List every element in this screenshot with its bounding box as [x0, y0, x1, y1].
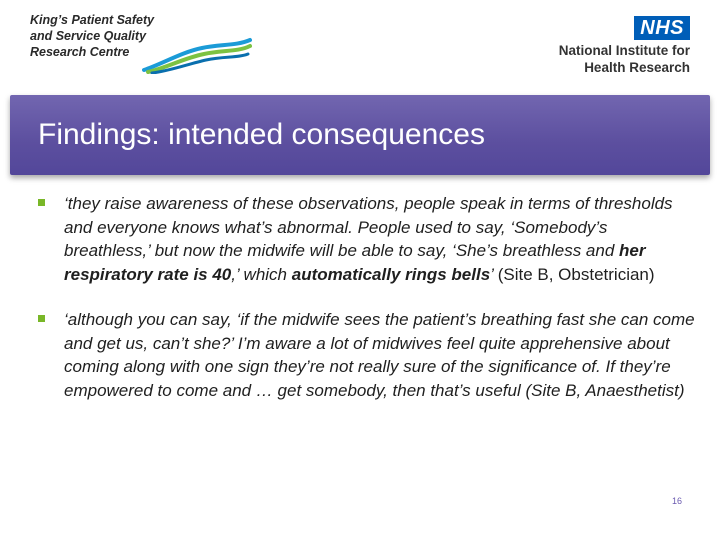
- bullet-square-icon: [38, 199, 45, 206]
- kings-logo-text: [30, 12, 154, 60]
- page-number: 16: [671, 496, 682, 506]
- kings-logo-line: King’s Patient Safety: [30, 13, 155, 27]
- bullet-square-icon: [38, 315, 45, 322]
- page-title: Findings: intended consequences: [38, 118, 485, 151]
- quote-emphasis: her respiratory rate is 40: [64, 241, 646, 284]
- nihr-line: Health Research: [584, 60, 690, 75]
- bullet-list: [38, 192, 698, 424]
- kings-logo-line: Research Centre: [30, 45, 130, 59]
- quote-emphasis: automatically rings bells: [291, 264, 491, 284]
- quote-text: ‘they raise awareness of these observations, people speak in terms of thresholds and everyone knows what’s abnormal. People used to say, ‘Somebody’s breathless,’ but now the midwife will be able to say, ‘She’s breathless and: [64, 194, 673, 260]
- nihr-text: [520, 42, 690, 76]
- nihr-logo: [520, 16, 690, 78]
- bullet-item: [38, 192, 698, 286]
- kings-logo: [30, 12, 230, 72]
- bullet-item: [38, 308, 698, 402]
- bullet-text: [64, 192, 698, 286]
- wave-icon: [142, 34, 252, 74]
- nihr-line: National Institute for: [558, 43, 690, 58]
- quote-attribution: (Site B, Obstetrician): [497, 264, 655, 284]
- quote-text: ’: [490, 264, 498, 284]
- quote-text: ,’ which: [231, 264, 292, 284]
- bullet-text: ‘although you can say, ‘if the midwife sees the patient’s breathing fast she can come and get us, can’t she?’ I’m aware a lot of midwives feel quite apprehensive about coming along with one sign they’re not really sure of the significance of. If they’re empowered to come and … get somebody, then that’s useful (Site B, Anaesthetist): [64, 310, 695, 400]
- kings-logo-line: and Service Quality: [30, 29, 147, 43]
- title-bar: [10, 95, 710, 175]
- nhs-badge: NHS: [634, 16, 690, 40]
